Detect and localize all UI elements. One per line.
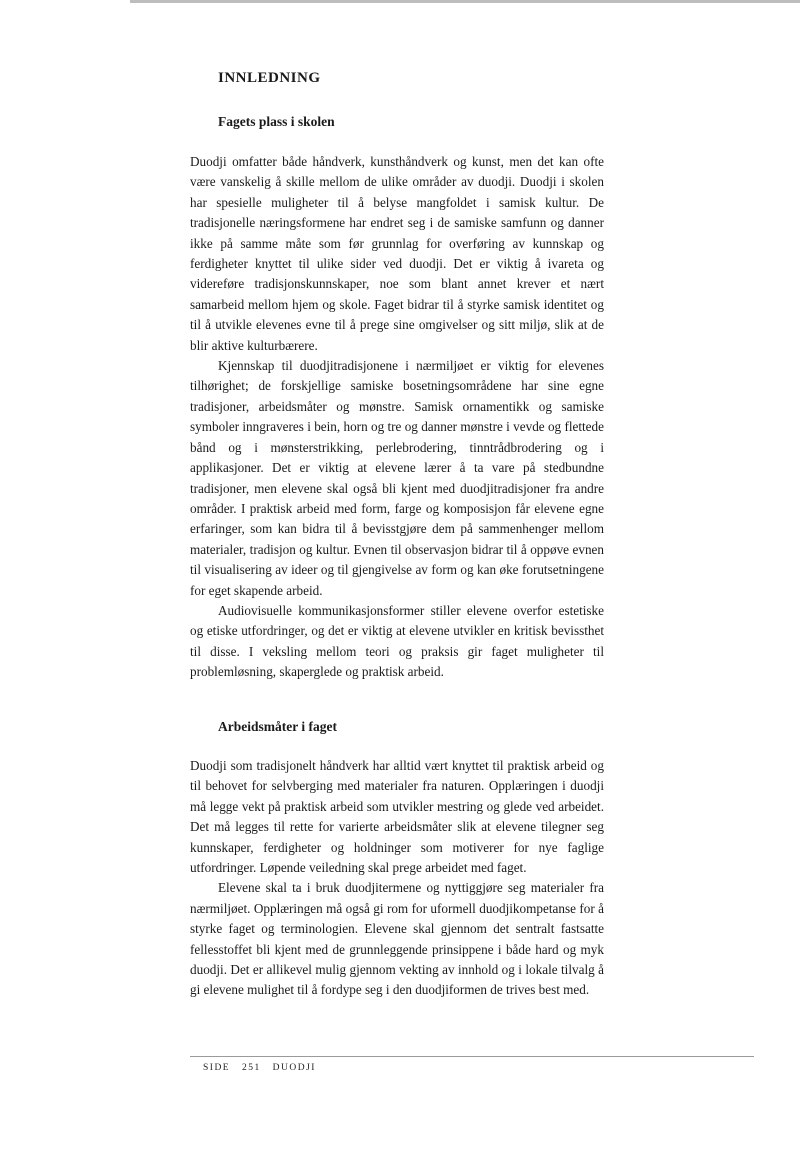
section-title-fagets-plass: Fagets plass i skolen	[218, 114, 335, 129]
section-fagets-plass	[190, 152, 604, 683]
top-edge-rule	[0, 0, 800, 3]
footer-side-label: SIDE	[203, 1063, 231, 1073]
paragraph: Duodji som tradisjonelt håndverk har alltid vært knyttet til praktisk arbeid og til behovet for selvberging med materialer fra naturen. Opplæringen i duodji må legge vekt på praktisk arbeid som utvikler mestring og glede ved arbeidet. Det må legges til rette for varierte arbeidsmåter slik at elevene tilegner seg kunnskaper, ferdigheter og holdninger som motiverer for nye faglige utfordringer. Løpende veiledning skal prege arbeidet med faget.	[190, 758, 604, 876]
paragraph: Elevene skal ta i bruk duodjitermene og nyttiggjøre seg materialer fra nærmiljøet. Opplæringen må også gi rom for uformell duodjikompetanse for å styrke faget og terminologien. Elevene skal gjennom det sentralt fastsatte fellesstoffet bli kjent med de grunnleggende prinsippene i både hard og myk duodji. Det er allikevel mulig gjennom vekting av innhold og i lokale tilvalg å gi elevene mulighet til å fordype seg i den duodjiformen de trives best med.	[190, 880, 604, 998]
paragraph: Audiovisuelle kommunikasjonsformer stiller elevene overfor estetiske og etiske utfordringer, og det er viktig at elevene utvikler en kritisk bevissthet til disse. I veksling mellom teori og praksis gir faget muligheter til problemløsning, skaperglede og praktisk arbeid.	[190, 602, 604, 680]
section-title-arbeidsmater: Arbeidsmåter i faget	[218, 719, 337, 734]
footer-page-number: 251	[242, 1063, 261, 1073]
section-arbeidsmater	[190, 756, 604, 1001]
page-footer	[203, 1063, 324, 1073]
page-heading: INNLEDNING	[218, 70, 321, 86]
footer-subject: DUODJI	[272, 1063, 316, 1073]
paragraph: Kjennskap til duodjitradisjonene i nærmiljøet er viktig for elevenes tilhørighet; de forskjellige samiske bosetningsområdene har sine egne tradisjoner, arbeidsmåter og mønstre. Samisk ornamentikk og samiske symboler inngraveres i bein, horn og tre og danner mønstre i vevde og flettede bånd og i mønsterstrikking, perlebrodering, tinntrådbrodering og i applikasjoner. Det er viktig at elevene lærer å ta vare på stedbundne tradisjoner, men elevene skal også bli kjent med duodjitradisjoner fra andre områder. I praktisk arbeid med form, farge og komposisjon får elevene egne erfaringer, som kan bidra til å bevisstgjøre dem på sammenhenger mellom materialer, tradisjon og kultur. Evnen til observasjon bidrar til å oppøve evnen til visualisering av ideer og til gjengivelse av form og kan øke forutsetningene for eget skapende arbeid.	[190, 358, 604, 598]
paragraph: Duodji omfatter både håndverk, kunsthåndverk og kunst, men det kan ofte være vanskelig å skille mellom de ulike områder av duodji. Duodji i skolen har spesielle muligheter til å belyse mangfoldet i samisk kultur. De tradisjonelle næringsformene har endret seg i de samiske samfunn og danner ikke på samme måte som før grunnlag for overføring av kunnskap og ferdigheter knyttet til ulike sider ved duodji. Det er viktig å ivareta og videreføre tradisjonskunnskaper, noe som blant annet krever et nært samarbeid mellom hjem og skole. Faget bidrar til å styrke samisk identitet og til å utvikle elevenes evne til å prege sine omgivelser og sitt miljø, slik at de blir aktive kulturbærere.	[190, 154, 604, 353]
footer-rule	[190, 1056, 754, 1057]
